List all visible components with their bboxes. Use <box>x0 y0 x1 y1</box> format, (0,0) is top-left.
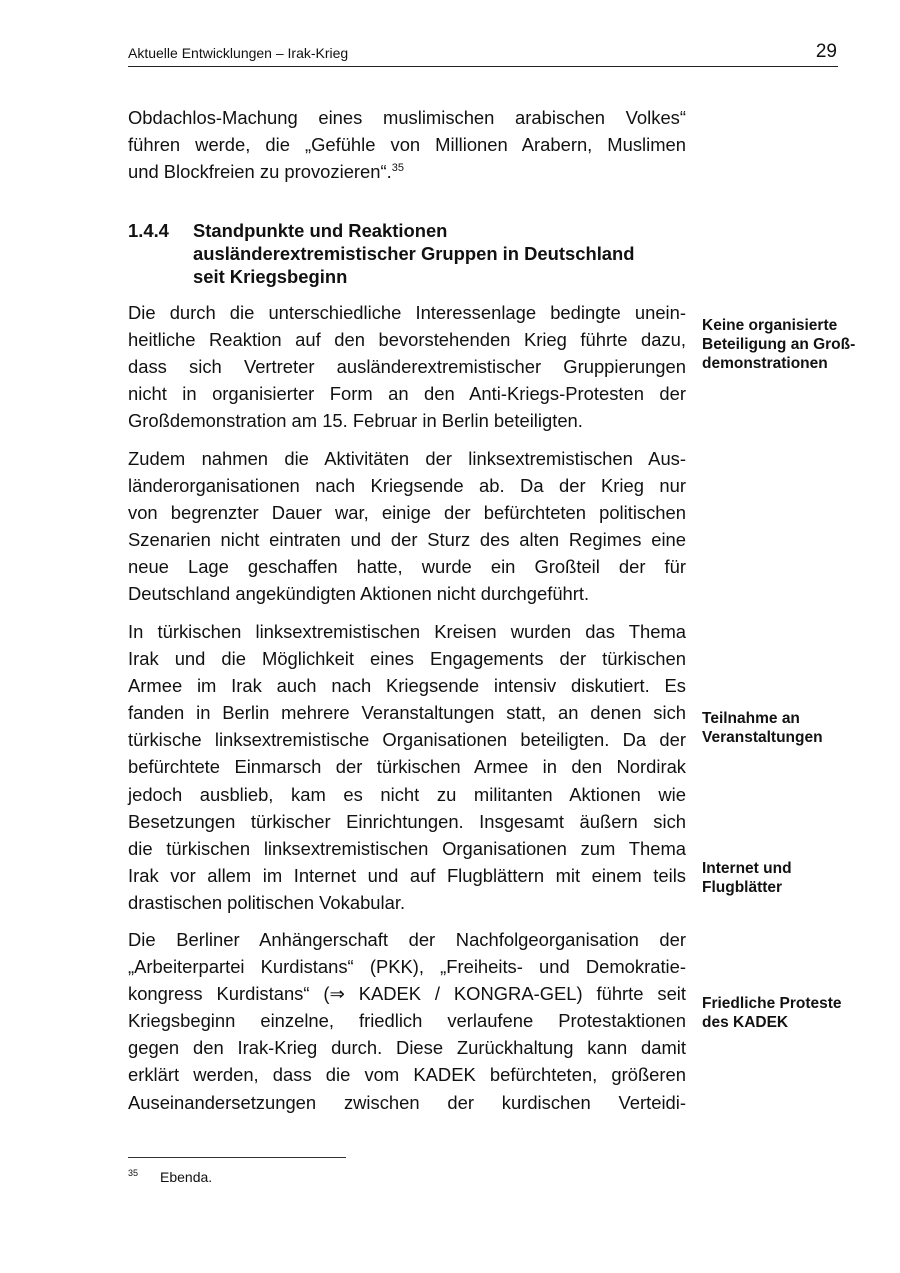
footnote-ref: 35 <box>391 162 404 175</box>
footnote-rule <box>128 1157 346 1158</box>
margin-note-line: Flugblätter <box>702 879 783 896</box>
paragraph-line: befürchtete Einmarsch der türkischen Armee in den Nordirak <box>128 756 686 778</box>
paragraph-line: Irak vor allem im Internet und auf Flugblättern mit einem teils <box>128 864 686 886</box>
paragraph-line: nicht in organisierter Form an den Anti-Kriegs-Protesten der <box>128 383 686 405</box>
paragraph-line: gegen den Irak-Krieg durch. Diese Zurückhaltung kann damit <box>128 1037 686 1059</box>
footnote <box>128 1168 212 1185</box>
intro-paragraph <box>128 104 686 185</box>
body-paragraph <box>128 926 686 1116</box>
paragraph-line: die türkischen linksextremistischen Organisationen zum Thema <box>128 837 686 859</box>
paragraph-line: Kriegsbeginn einzelne, friedlich verlaufene Protestaktionen <box>128 1010 686 1032</box>
margin-note <box>702 859 882 897</box>
paragraph-line: türkische linksextremistische Organisationen beteiligten. Da der <box>128 729 686 751</box>
intro-line: Obdachlos-Machung eines muslimischen arabischen Volkes“ <box>128 107 686 128</box>
paragraph-line: Die durch die unterschiedliche Interessenlage bedingte unein- <box>128 302 686 323</box>
margin-note-line: Internet und <box>702 860 792 877</box>
body-paragraph <box>128 445 686 608</box>
margin-note <box>702 316 882 373</box>
paragraph-line: In türkischen linksextremistischen Kreisen wurden das Thema <box>128 621 686 642</box>
paragraph-line: Die Berliner Anhängerschaft der Nachfolgeorganisation der <box>128 929 686 950</box>
intro-line-last: und Blockfreien zu provozieren“.$^{35}$ <box>128 161 404 183</box>
section-title <box>193 219 713 288</box>
paragraph-line: jedoch ausblieb, kam es nicht zu militanten Aktionen wie <box>128 783 686 805</box>
paragraph-line: drastischen politischen Vokabular. <box>128 891 406 913</box>
paragraph-line: kongress Kurdistans“ (⇒ KADEK / KONGRA-GEL) führte seit <box>128 983 686 1005</box>
section-title-line: seit Kriegsbeginn <box>193 266 348 287</box>
margin-note-line: Friedliche Proteste <box>702 995 842 1012</box>
margin-note-line: Teilnahme an <box>702 710 800 727</box>
page-number: 29 <box>815 41 837 62</box>
margin-note-line: demonstrationen <box>702 355 828 372</box>
paragraph-line: fanden in Berlin mehrere Veranstaltungen statt, an denen sich <box>128 702 686 724</box>
paragraph-line: heitliche Reaktion auf den bevorstehenden Krieg führte dazu, <box>128 329 686 351</box>
margin-note-line: Beteiligung an Groß- <box>702 336 856 353</box>
body-paragraph <box>128 299 686 434</box>
margin-note-line: Keine organisierte <box>702 317 838 334</box>
footnote-number: 35 <box>128 1168 139 1178</box>
paragraph-line: Zudem nahmen die Aktivitäten der linksextremistischen Aus- <box>128 448 686 469</box>
paragraph-line: länderorganisationen nach Kriegsende ab. Da der Krieg nur <box>128 475 686 497</box>
intro-line: führen werde, die „Gefühle von Millionen Arabern, Muslimen <box>128 134 686 156</box>
paragraph-line: Armee im Irak auch nach Kriegsende intensiv diskutiert. Es <box>128 675 686 697</box>
margin-note-line: des KADEK <box>702 1014 789 1031</box>
paragraph-line: Szenarien nicht eintraten und der Sturz des alten Regimes eine <box>128 529 686 551</box>
paragraph-line: von begrenzter Dauer war, einige der befürchteten politischen <box>128 502 686 524</box>
body-paragraph <box>128 618 686 916</box>
paragraph-line: Auseinandersetzungen zwischen der kurdischen Verteidi- <box>128 1091 686 1113</box>
margin-note-line: Veranstaltungen <box>702 729 823 746</box>
footnote-text: Ebenda. <box>160 1169 213 1185</box>
section-number: 1.4.4 <box>128 220 169 241</box>
header-rule <box>128 66 838 67</box>
section-title-line: ausländerextremistischer Gruppen in Deutschland <box>193 243 635 264</box>
paragraph-line: Großdemonstration am 15. Februar in Berlin beteiligten. <box>128 410 583 432</box>
section-title-line: Standpunkte und Reaktionen <box>193 220 448 241</box>
paragraph-line: neue Lage geschaffen hatte, wurde ein Großteil der für <box>128 556 686 578</box>
margin-note <box>702 994 882 1032</box>
paragraph-line: Irak und die Möglichkeit eines Engagements der türkischen <box>128 648 686 670</box>
paragraph-line: Deutschland angekündigten Aktionen nicht durchgeführt. <box>128 583 590 605</box>
margin-note <box>702 709 882 747</box>
paragraph-line: dass sich Vertreter ausländerextremistischer Gruppierungen <box>128 356 686 378</box>
paragraph-line: Besetzungen türkischer Einrichtungen. Insgesamt äußern sich <box>128 810 686 832</box>
running-header-title: Aktuelle Entwicklungen – Irak-Krieg <box>128 45 349 61</box>
paragraph-line: erklärt werden, dass die vom KADEK befürchteten, größeren <box>128 1064 686 1086</box>
paragraph-line: „Arbeiterpartei Kurdistans“ (PKK), „Freiheits- und Demokratie- <box>128 956 686 978</box>
